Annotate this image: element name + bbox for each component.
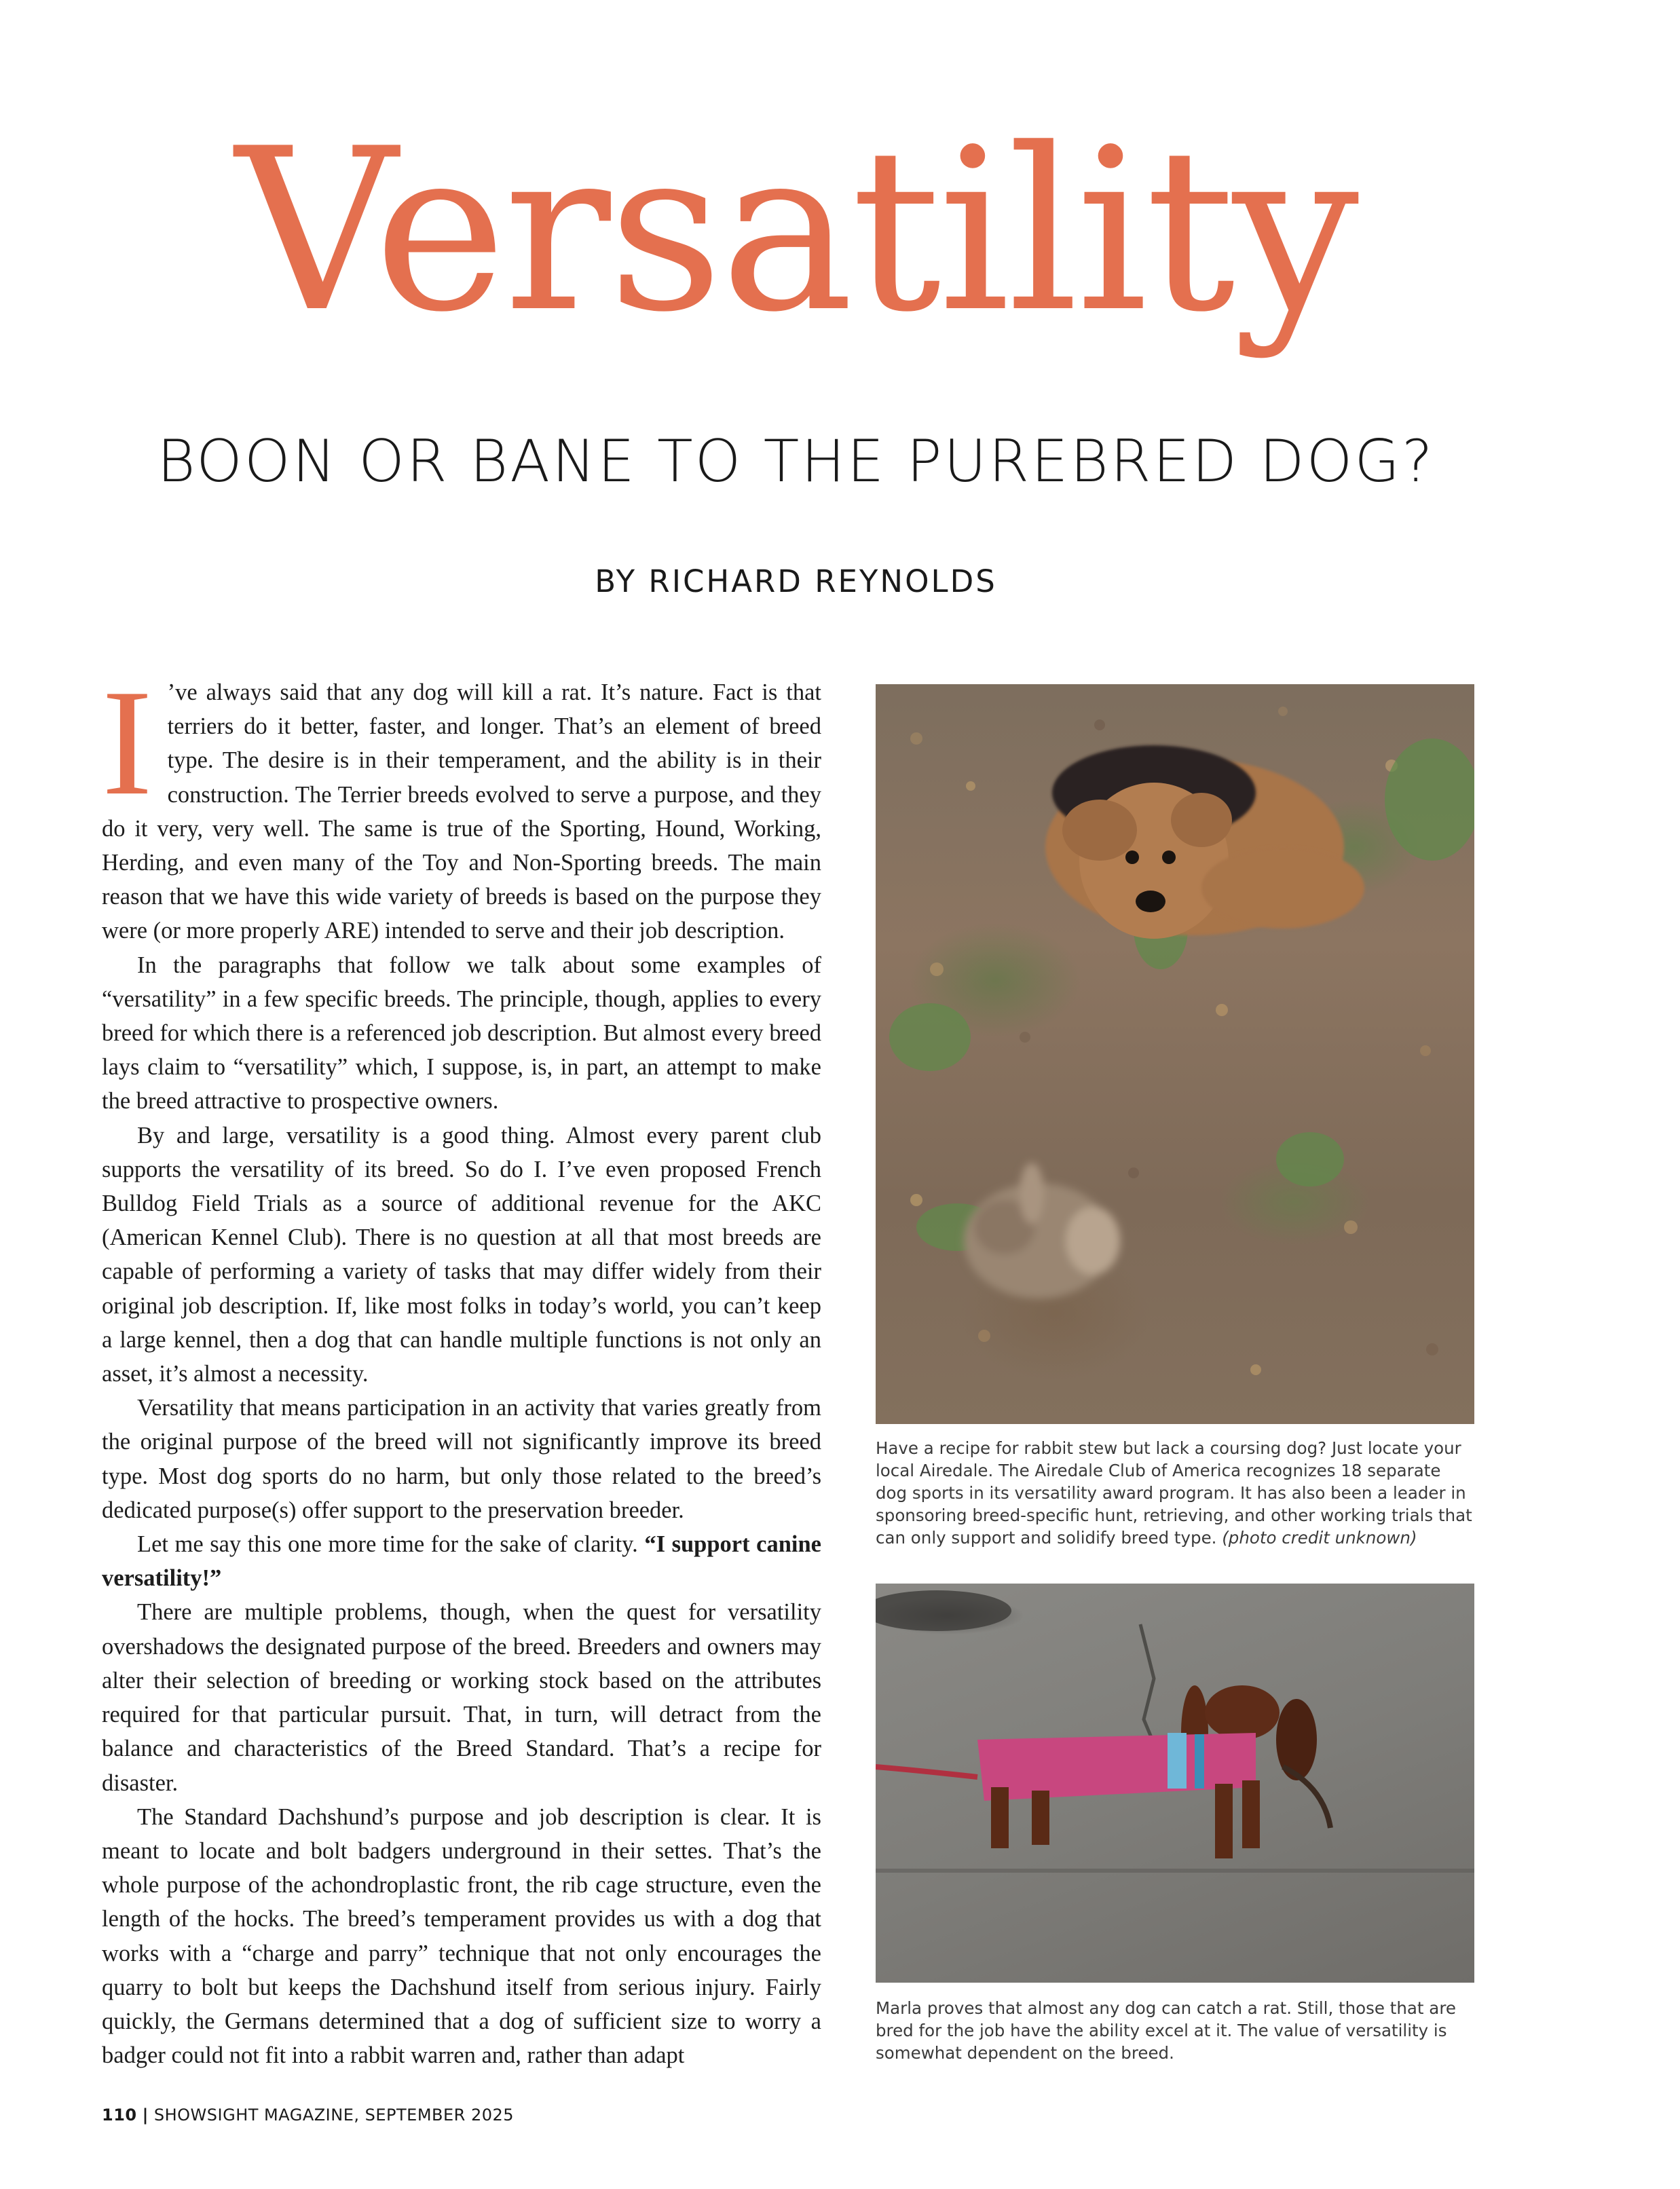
dachshund-dog: [977, 1685, 1330, 1858]
photo1-caption-text: Have a recipe for rabbit stew but lack a coursing dog? Just locate your local Airedale. The Airedale Club of America recognizes 18 separate dog sports in its versatility award program. It has also been a leader in sponsoring breed-specific hunt, retrieving, and other working trials that can only support and solidify breed type.: [876, 1438, 1472, 1548]
paragraph-7: The Standard Dachshund’s purpose and job description is clear. It is meant to locate and bolt badgers underground in their settes. That’s the whole purpose of the achondroplastic front, the rib cage structure, even the length of the hocks. The breed’s temperament provides us with a dog that works with a “charge and parry” technique that not only encourages the quarry to bolt but keeps the Dachshund itself from serious injury. Fairly quickly, the Germans determined that a dog of sufficient size to worry a badger could not fit into a rabbit warren and, rather than adapt: [102, 1803, 821, 2069]
paragraph-2: In the paragraphs that follow we talk about some examples of “versatility” in a few specific breeds. The principle, though, applies to every breed for which there is a referenced job description. But almost every breed lays claim to “versatility” which, I suppose, is, in part, an attempt to make the breed attractive to prospective owners.: [102, 952, 821, 1115]
airedale-dog: [1045, 745, 1364, 939]
article-title: Versatility: [235, 100, 1357, 361]
rabbit: [964, 1163, 1120, 1298]
photo2-caption: Marla proves that almost any dog can catch a rat. Still, those that are bred for the job have the ability excel at it. The value of versatility is somewhat dependent on the breed.: [876, 1998, 1456, 2063]
leash: [876, 1767, 977, 1777]
airedale-rabbit-illustration: [876, 684, 1474, 1424]
dachshund-rat-photo: [876, 1584, 1474, 1983]
pink-coat: [977, 1733, 1256, 1801]
airedale-rabbit-photo: [876, 684, 1474, 1424]
publication-name: SHOWSIGHT MAGAZINE, SEPTEMBER 2025: [153, 2106, 515, 2125]
drop-cap: I: [102, 658, 153, 827]
paragraph-5: [102, 1527, 821, 1595]
footer-separator: |: [142, 2106, 149, 2125]
paragraph-4: Versatility that means participation in an activity that varies greatly from the original purpose of the breed will not significantly improve its breed type. Most dog sports do no harm, but only those related to the breed’s dedicated purpose(s) offer support to the preservation breeder.: [102, 1395, 821, 1523]
article-byline: BY RICHARD REYNOLDS: [595, 563, 997, 599]
article-body: [102, 658, 821, 2072]
page-number: 110: [102, 2106, 137, 2125]
curb-line: [876, 1869, 1474, 1873]
article-subtitle: BOON OR BANE TO THE PUREBRED DOG?: [157, 428, 1435, 495]
paragraph-1: [102, 658, 821, 948]
manhole-cover: [876, 1590, 1011, 1631]
paragraph-6: There are multiple problems, though, when the quest for versatility overshadows the designated purpose of the breed. Breeders and owners may alter their selection of breeding or working stock based on the attributes required for that particular pursuit. That, in turn, will detract from the balance and characteristics of the Breed Standard. That’s a recipe for disaster.: [102, 1599, 821, 1796]
paragraph-3: By and large, versatility is a good thing. Almost every parent club supports the versatility of its breed. So do I. I’ve even proposed French Bulldog Field Trials as a source of additional revenue for the AKC (American Kennel Club). There is no question at all that most breeds are capable of performing a variety of tasks that may differ widely from their original job description. If, like most folks in today’s world, you can’t keep a large kennel, then a dog that can handle multiple functions is not only an asset, it’s almost a necessity.: [102, 1122, 821, 1387]
paragraph-5-emphasis: “I support canine versatility!”: [102, 1531, 821, 1592]
paragraph-5-text: Let me say this one more time for the sake of clarity.: [137, 1531, 638, 1558]
photo1-credit: (photo credit unknown): [1222, 1528, 1417, 1548]
paragraph-1-text: ’ve always said that any dog will kill a rat. It’s nature. Fact is that terriers do it better, faster, and longer. That’s an element of breed type. The desire is in their temperament, and the ability is in their construction. The Terrier breeds evolved to serve a purpose, and they do it very, very well. The same is true of the Sporting, Hound, Working, Herding, and even many of the Toy and Non-Sporting breeds. The main reason that we have this wide variety of breeds is based on the purpose they were (or more properly ARE) intended to serve and their job description.: [102, 679, 821, 944]
dachshund-illustration: [876, 1584, 1474, 1983]
coat-stripe: [1168, 1733, 1187, 1789]
page-footer: [102, 2106, 514, 2125]
photo1-caption: [876, 1437, 1473, 1549]
